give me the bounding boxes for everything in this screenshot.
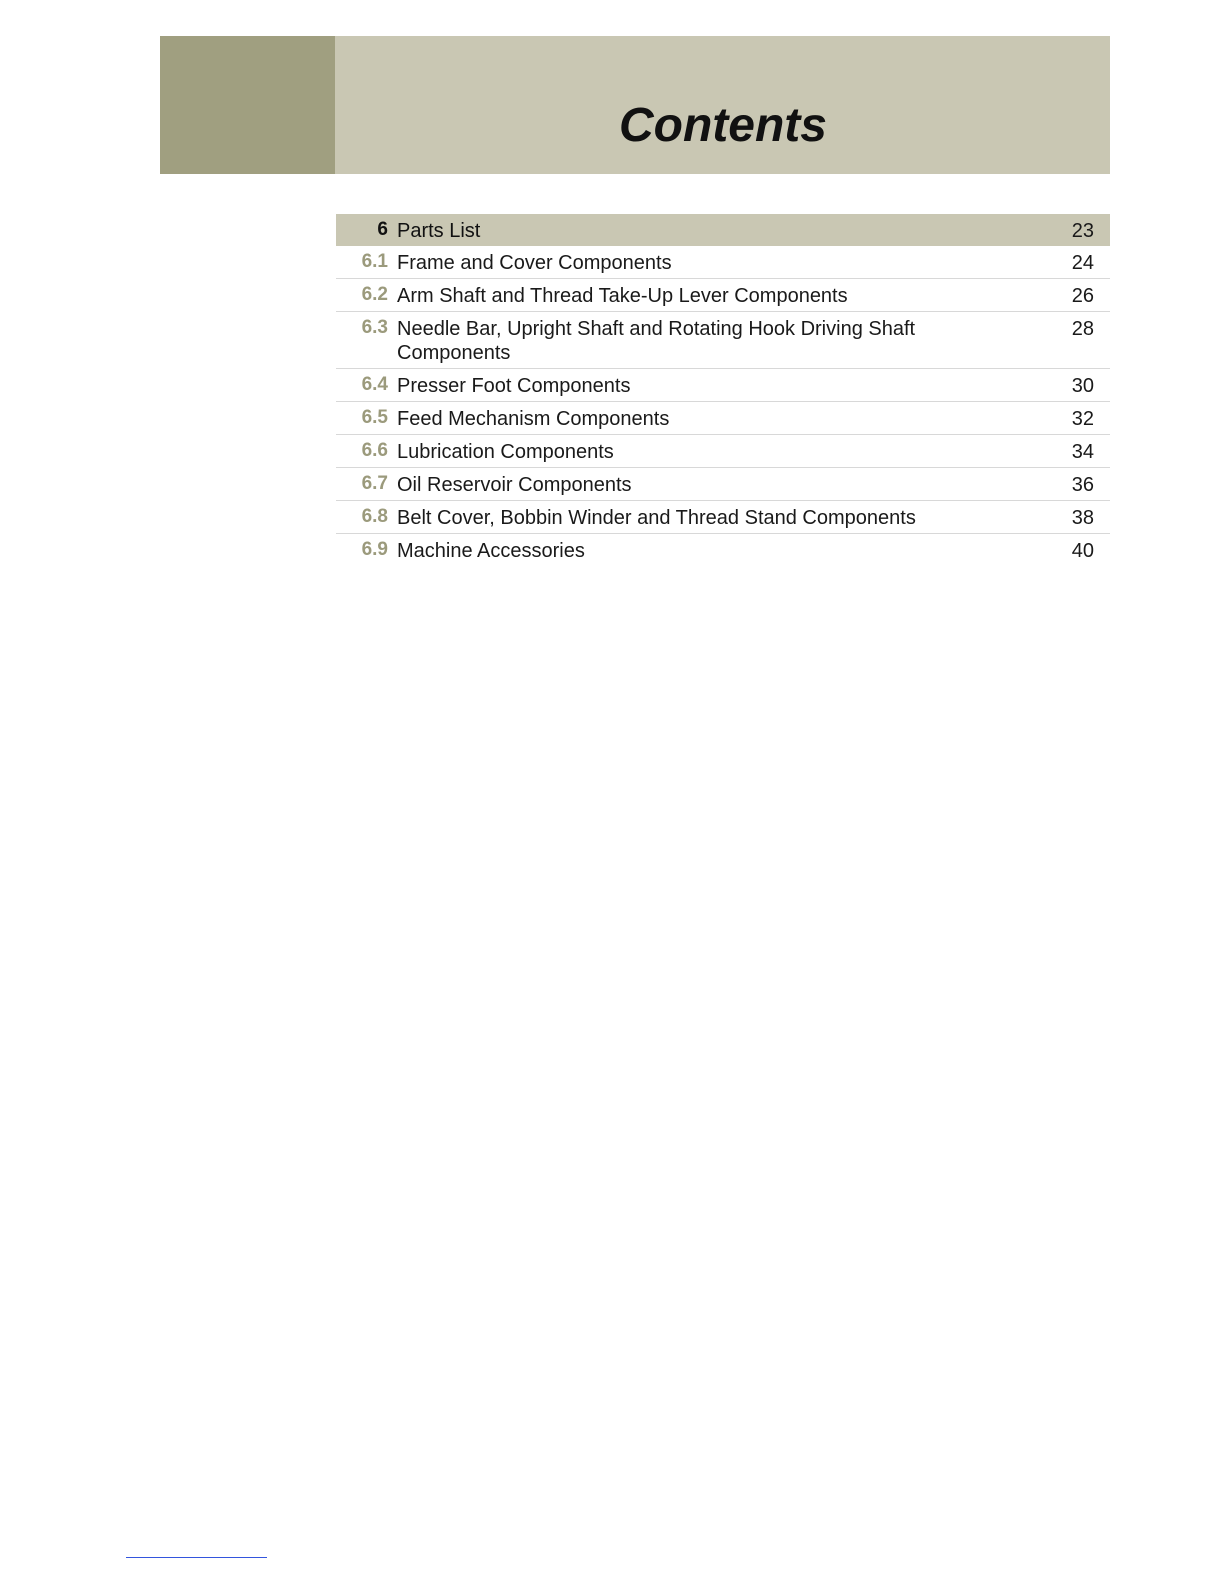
toc-entry-6-8[interactable] <box>336 501 1110 534</box>
toc-number: 6.7 <box>361 473 388 494</box>
toc-page-number: 26 <box>1071 285 1094 307</box>
footer-divider <box>126 1557 267 1558</box>
toc-number: 6.2 <box>361 284 388 305</box>
table-of-contents <box>336 214 1110 566</box>
toc-number: 6.5 <box>361 407 388 428</box>
toc-page-number: 28 <box>1071 318 1094 340</box>
toc-number: 6.8 <box>361 506 388 527</box>
toc-number: 6.6 <box>361 440 388 461</box>
page-title: Contents <box>619 99 827 152</box>
toc-entry-6-9[interactable] <box>336 534 1110 566</box>
toc-page-number: 30 <box>1071 375 1094 397</box>
contents-header <box>160 36 1110 174</box>
toc-page-number: 24 <box>1071 252 1094 274</box>
toc-title: Lubrication Components <box>397 441 614 463</box>
header-band <box>335 36 1110 174</box>
toc-entry-6-4[interactable] <box>336 369 1110 402</box>
toc-entry-6-5[interactable] <box>336 402 1110 435</box>
toc-title: Needle Bar, Upright Shaft and Rotating Hook Driving Shaft Components <box>397 318 916 364</box>
toc-number: 6 <box>377 219 388 240</box>
toc-page-number: 23 <box>1071 220 1094 242</box>
header-accent-block <box>160 36 335 174</box>
toc-title: Presser Foot Components <box>397 375 631 397</box>
toc-entry-6-2[interactable] <box>336 279 1110 312</box>
toc-title: Oil Reservoir Components <box>397 474 632 496</box>
toc-chapter-6[interactable] <box>336 214 1110 246</box>
toc-page-number: 32 <box>1071 408 1094 430</box>
toc-page-number: 40 <box>1071 540 1094 562</box>
toc-page-number: 34 <box>1071 441 1094 463</box>
toc-entry-6-1[interactable] <box>336 246 1110 279</box>
toc-title: Frame and Cover Components <box>397 252 672 274</box>
toc-entry-6-7[interactable] <box>336 468 1110 501</box>
toc-number: 6.9 <box>361 539 388 560</box>
toc-entry-6-6[interactable] <box>336 435 1110 468</box>
toc-number: 6.4 <box>361 374 388 395</box>
toc-title: Feed Mechanism Components <box>397 408 670 430</box>
toc-entry-6-3[interactable] <box>336 312 1110 369</box>
toc-page-number: 36 <box>1071 474 1094 496</box>
toc-title: Parts List <box>397 220 481 242</box>
toc-number: 6.1 <box>361 251 388 272</box>
toc-number: 6.3 <box>361 317 388 338</box>
toc-title: Arm Shaft and Thread Take-Up Lever Components <box>397 285 848 307</box>
toc-title: Machine Accessories <box>397 540 585 562</box>
toc-title: Belt Cover, Bobbin Winder and Thread Stand Components <box>397 507 916 529</box>
toc-page-number: 38 <box>1071 507 1094 529</box>
